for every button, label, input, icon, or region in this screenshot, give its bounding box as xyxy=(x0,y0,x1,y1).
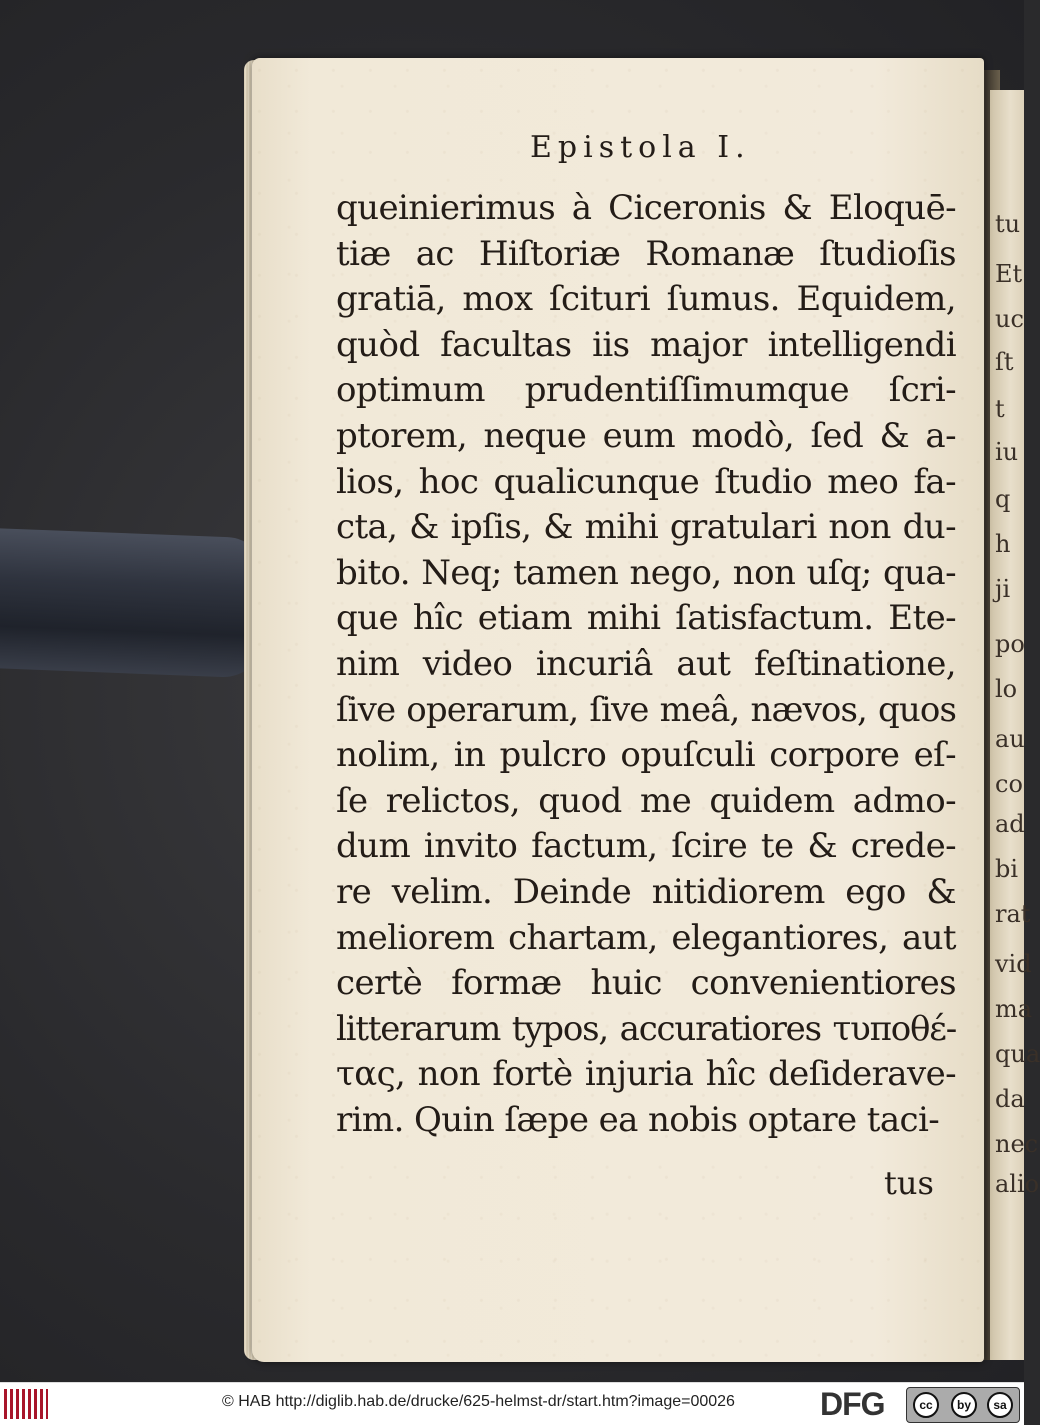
facing-page-text: uc xyxy=(995,305,1024,333)
text-line: tiæ ac Hiſtoriæ Romanæ ſtudioſis xyxy=(336,233,956,274)
facing-page-text: alio xyxy=(995,1170,1040,1198)
facing-page-text: q xyxy=(995,485,1011,513)
text-line: que hîc etiam mihi ſatisfactum. Ete- xyxy=(336,598,956,639)
facing-page-text: bi xyxy=(995,855,1019,883)
facing-page-text: lo xyxy=(995,675,1018,703)
facing-page-text: ji xyxy=(995,575,1011,603)
facing-page-fragment xyxy=(990,90,1040,1360)
text-line: litterarum typos, accuratiores τυποθέ- xyxy=(336,1008,956,1049)
text-line: meliorem chartam, elegantiores, aut xyxy=(336,917,956,958)
sa-icon: sa xyxy=(987,1392,1013,1418)
cc-license-badge[interactable] xyxy=(906,1387,1020,1423)
text-line: quòd facultas iis major intelligendi xyxy=(336,324,956,365)
copyright-link[interactable]: © HAB http://diglib.hab.de/drucke/625-helmst-dr/start.htm?image=00026 xyxy=(222,1393,735,1410)
text-line: lios, hoc qualicunque ſtudio meo fa- xyxy=(336,461,956,502)
facing-page-text: t xyxy=(995,395,1005,423)
facing-page-text: rat xyxy=(995,900,1031,928)
text-line: optimum prudentiſſimumque ſcri- xyxy=(336,370,956,411)
facing-page-text: da xyxy=(995,1085,1025,1113)
facing-page-text: Et xyxy=(995,260,1023,288)
text-line: dum invito factum, ſcire te & crede- xyxy=(336,826,956,867)
hab-logo-icon xyxy=(4,1389,48,1419)
facing-page-text: au xyxy=(995,725,1025,753)
facing-page-text: iu xyxy=(995,438,1019,466)
facing-page-text: h xyxy=(995,530,1011,558)
by-icon: by xyxy=(951,1392,977,1418)
text-line: nolim, in pulcro opuſculi corpore eſ- xyxy=(336,735,956,776)
text-line: gratiā, mox ſcituri ſumus. Equidem, xyxy=(336,279,956,320)
text-line: queinierimus à Ciceronis & Eloquē- xyxy=(336,188,956,228)
text-line: τας, non fortè injuria hîc deſiderave- xyxy=(336,1054,956,1095)
text-line: certè formæ huic convenientiores xyxy=(336,963,956,1004)
page-holder-clip xyxy=(0,528,267,678)
text-line: ſe relictos, quod me quidem admo- xyxy=(336,780,956,821)
facing-page-text: ſt xyxy=(995,348,1014,376)
catchword: tus xyxy=(884,1164,934,1202)
facing-page-text: tu xyxy=(995,210,1021,238)
page-text-block xyxy=(336,186,956,1143)
text-line: nim video incuriâ aut feſtinatione, xyxy=(336,643,956,684)
cc-icon: cc xyxy=(913,1392,939,1418)
running-head: Epistola I. xyxy=(530,130,751,165)
facing-page-text: po xyxy=(995,630,1025,658)
text-line: ptorem, neque eum modò, ſed & a- xyxy=(336,415,956,456)
text-line: ſive operarum, ſive meâ, nævos, quos xyxy=(336,689,956,730)
text-line: cta, & ipſis, & mihi gratulari non du- xyxy=(336,507,956,548)
facing-page-text: co xyxy=(995,770,1023,798)
dfg-logo[interactable]: DFG xyxy=(820,1386,885,1422)
facing-page-text: nec xyxy=(995,1130,1039,1158)
facing-page-text: qua xyxy=(995,1040,1040,1068)
text-line: re velim. Deinde nitidiorem ego & xyxy=(336,871,956,912)
viewer-footer xyxy=(0,1382,1024,1425)
facing-page-text: vid xyxy=(995,950,1032,978)
facing-page-text: ad xyxy=(995,810,1025,838)
facing-page-text: ma xyxy=(995,995,1033,1023)
text-line: rim. Quin ſæpe ea nobis optare taci- xyxy=(336,1099,940,1140)
text-line: bito. Neq; tamen nego, non uſq; qua- xyxy=(336,552,956,593)
